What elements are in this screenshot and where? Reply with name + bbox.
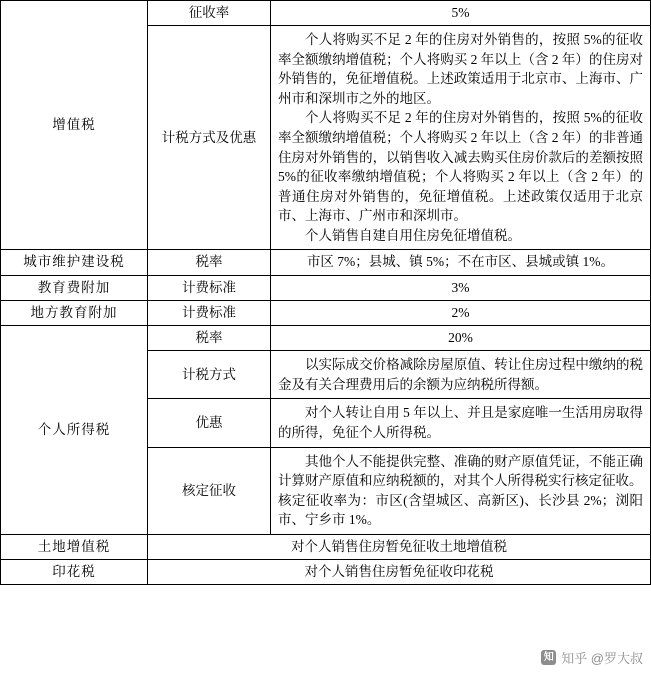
table-row [1,300,651,325]
table-row [1,1,651,26]
tax-content-cell: 2% [271,300,651,325]
tax-category-cell: 地方教育附加 [1,300,148,325]
tax-item-cell: 征收率 [148,1,271,26]
tax-content-cell [271,399,651,447]
content-paragraph: 个人将购买不足 2 年的住房对外销售的，按照 5%的征收率全额缴纳增值税；个人将购买 2 年以上（含 2 年）的住房对外销售的，免征增值税。上述政策适用于北京市、上海市、广州市和深圳市之外的地区。 [278,32,643,106]
tax-content-cell [271,26,651,250]
zhihu-logo-icon: 知 [541,650,556,665]
tax-content-cell: 对个人销售住房暂免征收土地增值税 [148,534,651,559]
content-paragraph: 个人将购买不足 2 年的住房对外销售的，按照 5%的征收率全额缴纳增值税；个人将购买 2 年以上（含 2 年）的非普通住房对外销售的，以销售收入减去购买住房价款后的差额按照 5%的征收率缴纳增值税；个人将购买 2 年以上（含 2 年）的普通住房对外销售的，免征增值税。上述政策仅适用于北京市、上海市、广州市和深圳市。 [278,110,643,224]
tax-item-cell: 计税方式及优惠 [148,26,271,250]
tax-category-cell: 土地增值税 [1,534,148,559]
content-paragraph: 核定征收率为：市区(含望城区、高新区)、长沙县 2%；浏阳市、宁乡市 1%。 [278,492,643,528]
tax-item-cell: 计费标准 [148,300,271,325]
table-row [1,275,651,300]
content-paragraph: 对个人转让自用 5 年以上、并且是家庭唯一生活用房取得的所得，免征个人所得税。 [278,405,643,440]
tax-item-cell: 计费标准 [148,275,271,300]
tax-content-cell: 市区 7%；县城、镇 5%；不在市区、县城或镇 1%。 [271,250,651,275]
tax-content-cell: 对个人销售住房暂免征收印花税 [148,560,651,585]
table-body [1,1,651,585]
table-row [1,534,651,559]
table-row [1,326,651,351]
tax-content-cell [271,447,651,534]
tax-category-cell: 印花税 [1,560,148,585]
tax-item-cell: 税率 [148,250,271,275]
content-paragraph: 以实际成交价格减除房屋原值、转让住房过程中缴纳的税金及有关合理费用后的余额为应纳税所得额。 [278,357,643,392]
tax-category-cell: 教育费附加 [1,275,148,300]
tax-category-cell: 城市维护建设税 [1,250,148,275]
tax-item-cell: 税率 [148,326,271,351]
tax-item-cell: 计税方式 [148,351,271,399]
tax-content-cell [271,351,651,399]
table-row [1,250,651,275]
table-row [1,560,651,585]
tax-item-cell: 优惠 [148,399,271,447]
content-paragraph: 个人销售自建自用住房免征增值税。 [305,227,521,243]
tax-category-cell: 个人所得税 [1,326,148,535]
watermark [541,648,643,667]
tax-content-cell: 5% [271,1,651,26]
content-paragraph: 其他个人不能提供完整、准确的财产原值凭证，不能正确计算财产原值和应纳税额的，对其个人所得税实行核定征收。 [278,453,643,489]
tax-content-cell: 3% [271,275,651,300]
tax-content-cell: 20% [271,326,651,351]
tax-item-cell: 核定征收 [148,447,271,534]
watermark-label: 知乎 @罗大叔 [561,651,643,666]
tax-category-cell: 增值税 [1,1,148,250]
